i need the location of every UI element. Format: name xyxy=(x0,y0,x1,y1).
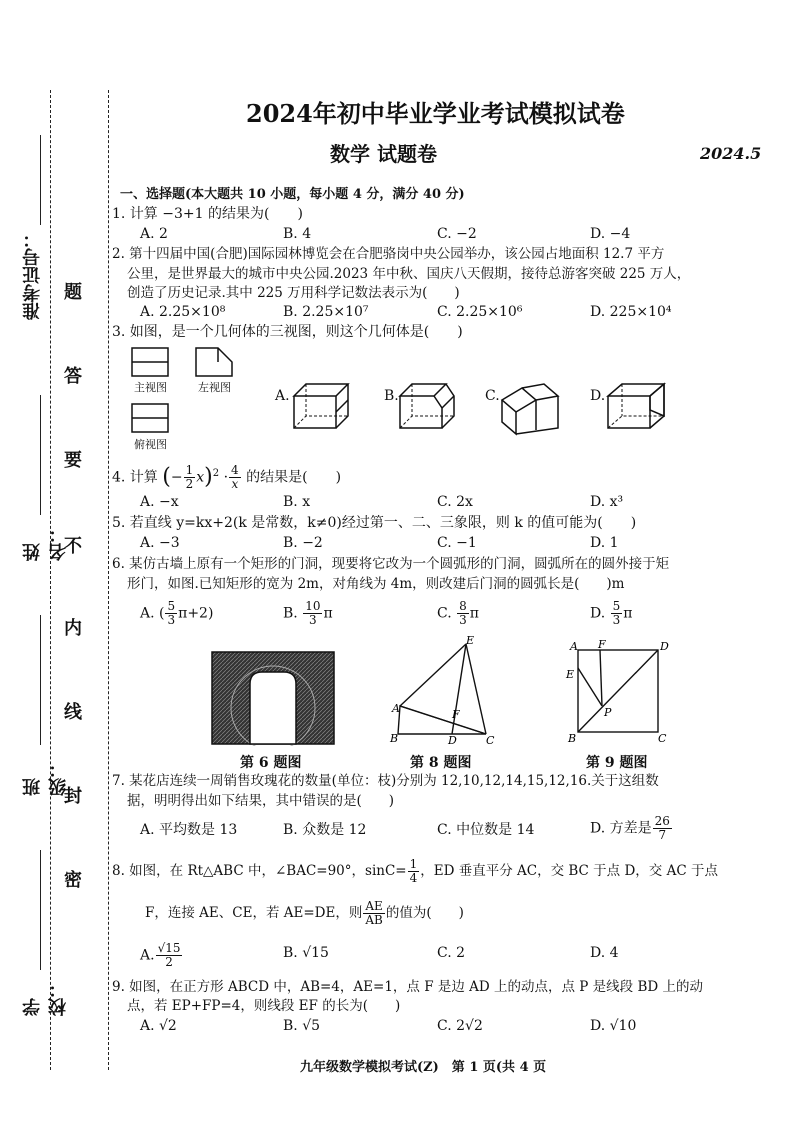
q8-line1a: 8. 如图，在 Rt△ABC 中，∠BAC=90°，sinC= xyxy=(112,863,407,879)
q8-line1b: ，ED 垂直平分 AC，交 BC 于点 D，交 AC 于点 xyxy=(420,863,718,879)
q4-option-a[interactable]: A. −x xyxy=(140,494,179,510)
left-view-label: 左视图 xyxy=(198,381,231,394)
q5-option-d[interactable]: D. 1 xyxy=(590,535,619,551)
q7-line1: 7. 某花店连续一周销售玫瑰花的数量(单位：枝)分别为 12,10,12,14,15,12,16.关于这组数 xyxy=(112,773,659,789)
q5-stem: 5. 若直线 y=kx+2(k 是常数，k≠0)经过第一、二、三象限，则 k 的值可能为( ) xyxy=(112,515,637,531)
q5-option-c[interactable]: C. −1 xyxy=(437,535,477,551)
q1-option-b[interactable]: B. 4 xyxy=(283,226,312,242)
left-view-icon xyxy=(196,348,232,376)
svg-text:B: B xyxy=(390,732,399,745)
q2-option-a[interactable]: A. 2.25×10⁸ xyxy=(140,304,226,320)
q6-line2: 形门，如图.已知矩形的宽为 2m，对角线为 4m，则改建后门洞的圆弧长是( )m xyxy=(127,576,625,592)
top-view-icon xyxy=(132,404,168,432)
q9-option-c[interactable]: C. 2√2 xyxy=(437,1018,483,1034)
top-view-label: 俯视图 xyxy=(134,438,167,451)
exam-no-underline xyxy=(40,135,41,225)
q4-post: 的结果是( ) xyxy=(246,469,342,486)
q1-option-c[interactable]: C. −2 xyxy=(437,226,477,242)
q6-d-post: π xyxy=(623,605,633,622)
svg-text:A: A xyxy=(570,640,578,653)
q8-line2a: F，连接 AE、CE，若 AE=DE，则 xyxy=(145,905,363,921)
exam-no-text: 准考证号： xyxy=(22,230,43,320)
q6-d-num: 5 xyxy=(612,599,621,613)
svg-text:D: D xyxy=(660,640,669,653)
q7-option-a[interactable]: A. 平均数是 13 xyxy=(140,822,238,838)
q8-ratio-num: AE xyxy=(363,900,384,914)
seal-char-0: 题 xyxy=(64,282,82,303)
exam-date: 2024.5 xyxy=(700,144,762,163)
svg-text:E: E xyxy=(566,668,575,681)
school-underline xyxy=(40,850,41,970)
fig6-gateway-diagram xyxy=(210,650,336,746)
seal-char-1: 答 xyxy=(64,366,82,387)
q8-option-c[interactable]: C. 2 xyxy=(437,945,466,961)
q6-a-label: A. ( xyxy=(140,605,165,622)
q6-c-label: C. xyxy=(437,605,452,622)
q3-option-a-solid-icon xyxy=(292,378,358,434)
q9-option-a[interactable]: A. √2 xyxy=(140,1018,177,1034)
q6-b-den: 3 xyxy=(309,613,317,627)
svg-text:A: A xyxy=(392,702,400,715)
fig6-caption: 第 6 题图 xyxy=(240,755,302,771)
q6-b-post: π xyxy=(323,605,333,622)
section-heading: 一、选择题(本大题共 10 小题，每小题 4 分，满分 40 分) xyxy=(120,187,465,202)
seal-line-right xyxy=(108,90,109,1070)
q9-line2: 点，若 EP+FP=4，则线段 EF 的长为( ) xyxy=(127,998,401,1014)
q8-ratio-den: AB xyxy=(365,913,383,927)
q1-option-a[interactable]: A. 2 xyxy=(140,226,168,242)
q8-a-den: 2 xyxy=(165,955,173,969)
q3-option-d[interactable]: D. xyxy=(590,388,606,404)
q4-pre: 4. 计算 xyxy=(112,469,158,486)
q6-c-post: π xyxy=(469,605,479,622)
q2-line1: 2. 第十四届中国(合肥)国际园林博览会在合肥骆岗中央公园举办，该公园占地面积 12.7 平方 xyxy=(112,246,665,262)
q5-option-b[interactable]: B. −2 xyxy=(283,535,323,551)
q2-option-b[interactable]: B. 2.25×10⁷ xyxy=(283,304,369,320)
q6-a-post: π+2) xyxy=(178,605,214,622)
seal-char-6: 封 xyxy=(64,786,82,807)
q8-sinc-num: 1 xyxy=(409,857,418,871)
q6-option-c[interactable] xyxy=(437,600,479,627)
q7-line2: 据，明明得出如下结果，其中错误的是( ) xyxy=(127,793,395,809)
q6-line1: 6. 某仿古墙上原有一个矩形的门洞，现要将它改为一个圆弧形的门洞，圆弧所在的圆外接于矩 xyxy=(112,556,670,572)
q2-line2: 公里，是世界最大的城市中央公园.2023 年中秋、国庆八天假期，接待总游客突破 225 万人， xyxy=(127,266,691,282)
q6-b-label: B. xyxy=(283,605,298,622)
q2-line3: 创造了历史记录.其中 225 万用科学记数法表示为( ) xyxy=(127,285,460,301)
q7-option-c[interactable]: C. 中位数是 14 xyxy=(437,822,535,838)
seal-char-4: 内 xyxy=(64,618,82,639)
q3-option-b-solid-icon xyxy=(398,378,464,434)
q6-option-d[interactable] xyxy=(590,600,632,627)
page-footer: 九年级数学模拟考试(Z) 第 1 页(共 4 页 xyxy=(300,1060,547,1075)
q3-option-a[interactable]: A. xyxy=(275,388,290,404)
q3-option-c[interactable]: C. xyxy=(485,388,500,404)
q6-c-den: 3 xyxy=(459,613,467,627)
q4-option-b[interactable]: B. x xyxy=(283,494,311,510)
q6-d-label: D. xyxy=(590,605,606,622)
class-underline xyxy=(40,615,41,745)
svg-text:F: F xyxy=(598,638,606,651)
fig9-caption: 第 9 题图 xyxy=(586,755,648,771)
q9-line1: 9. 如图，在正方形 ABCD 中，AB=4，AE=1，点 F 是边 AD 上的动点，点 P 是线段 BD 上的动 xyxy=(112,979,703,995)
q6-c-num: 8 xyxy=(459,599,467,613)
svg-text:F: F xyxy=(452,708,460,721)
q4-option-d[interactable]: D. x³ xyxy=(590,494,624,510)
svg-text:C: C xyxy=(486,734,495,746)
q3-option-b[interactable]: B. xyxy=(384,388,399,404)
q6-a-num: 5 xyxy=(167,599,176,613)
q7-d-num: 26 xyxy=(654,814,670,828)
fig8-triangle-diagram xyxy=(386,634,500,746)
q8-a-num: √15 xyxy=(157,941,181,955)
seal-char-5: 线 xyxy=(64,702,82,723)
q1-option-d[interactable]: D. −4 xyxy=(590,226,631,242)
seal-char-3: 不 xyxy=(64,536,82,557)
page-subtitle: 数学 试题卷 xyxy=(330,142,437,166)
q8-line2b: 的值为( ) xyxy=(385,905,464,921)
svg-text:P: P xyxy=(604,706,612,719)
exam-no-label xyxy=(10,230,70,380)
class-text: 班级： xyxy=(22,760,69,796)
q6-b-num: 10 xyxy=(305,599,321,613)
q8-line2 xyxy=(145,900,464,927)
front-view-icon xyxy=(132,348,168,376)
q7-option-d[interactable] xyxy=(590,815,673,842)
name-text: 姓名： xyxy=(22,525,69,561)
seal-char-2: 要 xyxy=(64,450,82,471)
q8-a-label: A. xyxy=(140,947,155,964)
q6-a-den: 3 xyxy=(167,613,176,627)
q7-d-label: D. 方差是 xyxy=(590,820,652,837)
q7-d-den: 7 xyxy=(658,828,667,842)
q6-option-b[interactable] xyxy=(283,600,333,627)
q8-sinc-den: 4 xyxy=(409,871,418,885)
fig9-square-diagram xyxy=(564,638,674,746)
q3-stem: 3. 如图，是一个几何体的三视图，则这个几何体是( ) xyxy=(112,324,463,340)
q4-stem: 4. 计算 (− $\frac{1}{2}$ x)$^2$ · $\frac{4}{x}$ 的结果是( ) xyxy=(112,463,342,491)
q8-line1 xyxy=(112,858,718,885)
q5-option-a[interactable]: A. −3 xyxy=(140,535,180,551)
fig8-caption: 第 8 题图 xyxy=(410,755,472,771)
name-underline xyxy=(40,395,41,515)
q4-option-c[interactable]: C. 2x xyxy=(437,494,473,510)
svg-text:B: B xyxy=(568,732,577,745)
q9-option-d[interactable]: D. √10 xyxy=(590,1018,637,1034)
q8-option-d[interactable]: D. 4 xyxy=(590,945,619,961)
school-text: 学校： xyxy=(22,980,69,1016)
q2-option-c[interactable]: C. 2.25×10⁶ xyxy=(437,304,523,320)
q7-option-b[interactable]: B. 众数是 12 xyxy=(283,822,367,838)
q8-option-b[interactable]: B. √15 xyxy=(283,945,329,961)
q3-option-c-solid-icon xyxy=(500,380,566,438)
q6-option-a[interactable] xyxy=(140,600,213,627)
front-view-label: 主视图 xyxy=(134,381,167,394)
q6-d-den: 3 xyxy=(612,613,621,627)
q9-option-b[interactable]: B. √5 xyxy=(283,1018,321,1034)
svg-text:E: E xyxy=(466,634,475,647)
q2-option-d[interactable]: D. 225×10⁴ xyxy=(590,304,672,320)
q3-option-d-solid-icon xyxy=(606,378,672,434)
svg-text:D: D xyxy=(448,734,457,746)
q1-stem: 1. 计算 −3+1 的结果为( ) xyxy=(112,206,303,222)
svg-text:C: C xyxy=(658,732,667,745)
q8-option-a[interactable] xyxy=(140,942,183,969)
seal-char-7: 密 xyxy=(64,870,82,891)
page-title: 2024年初中毕业学业考试模拟试卷 xyxy=(246,99,625,128)
